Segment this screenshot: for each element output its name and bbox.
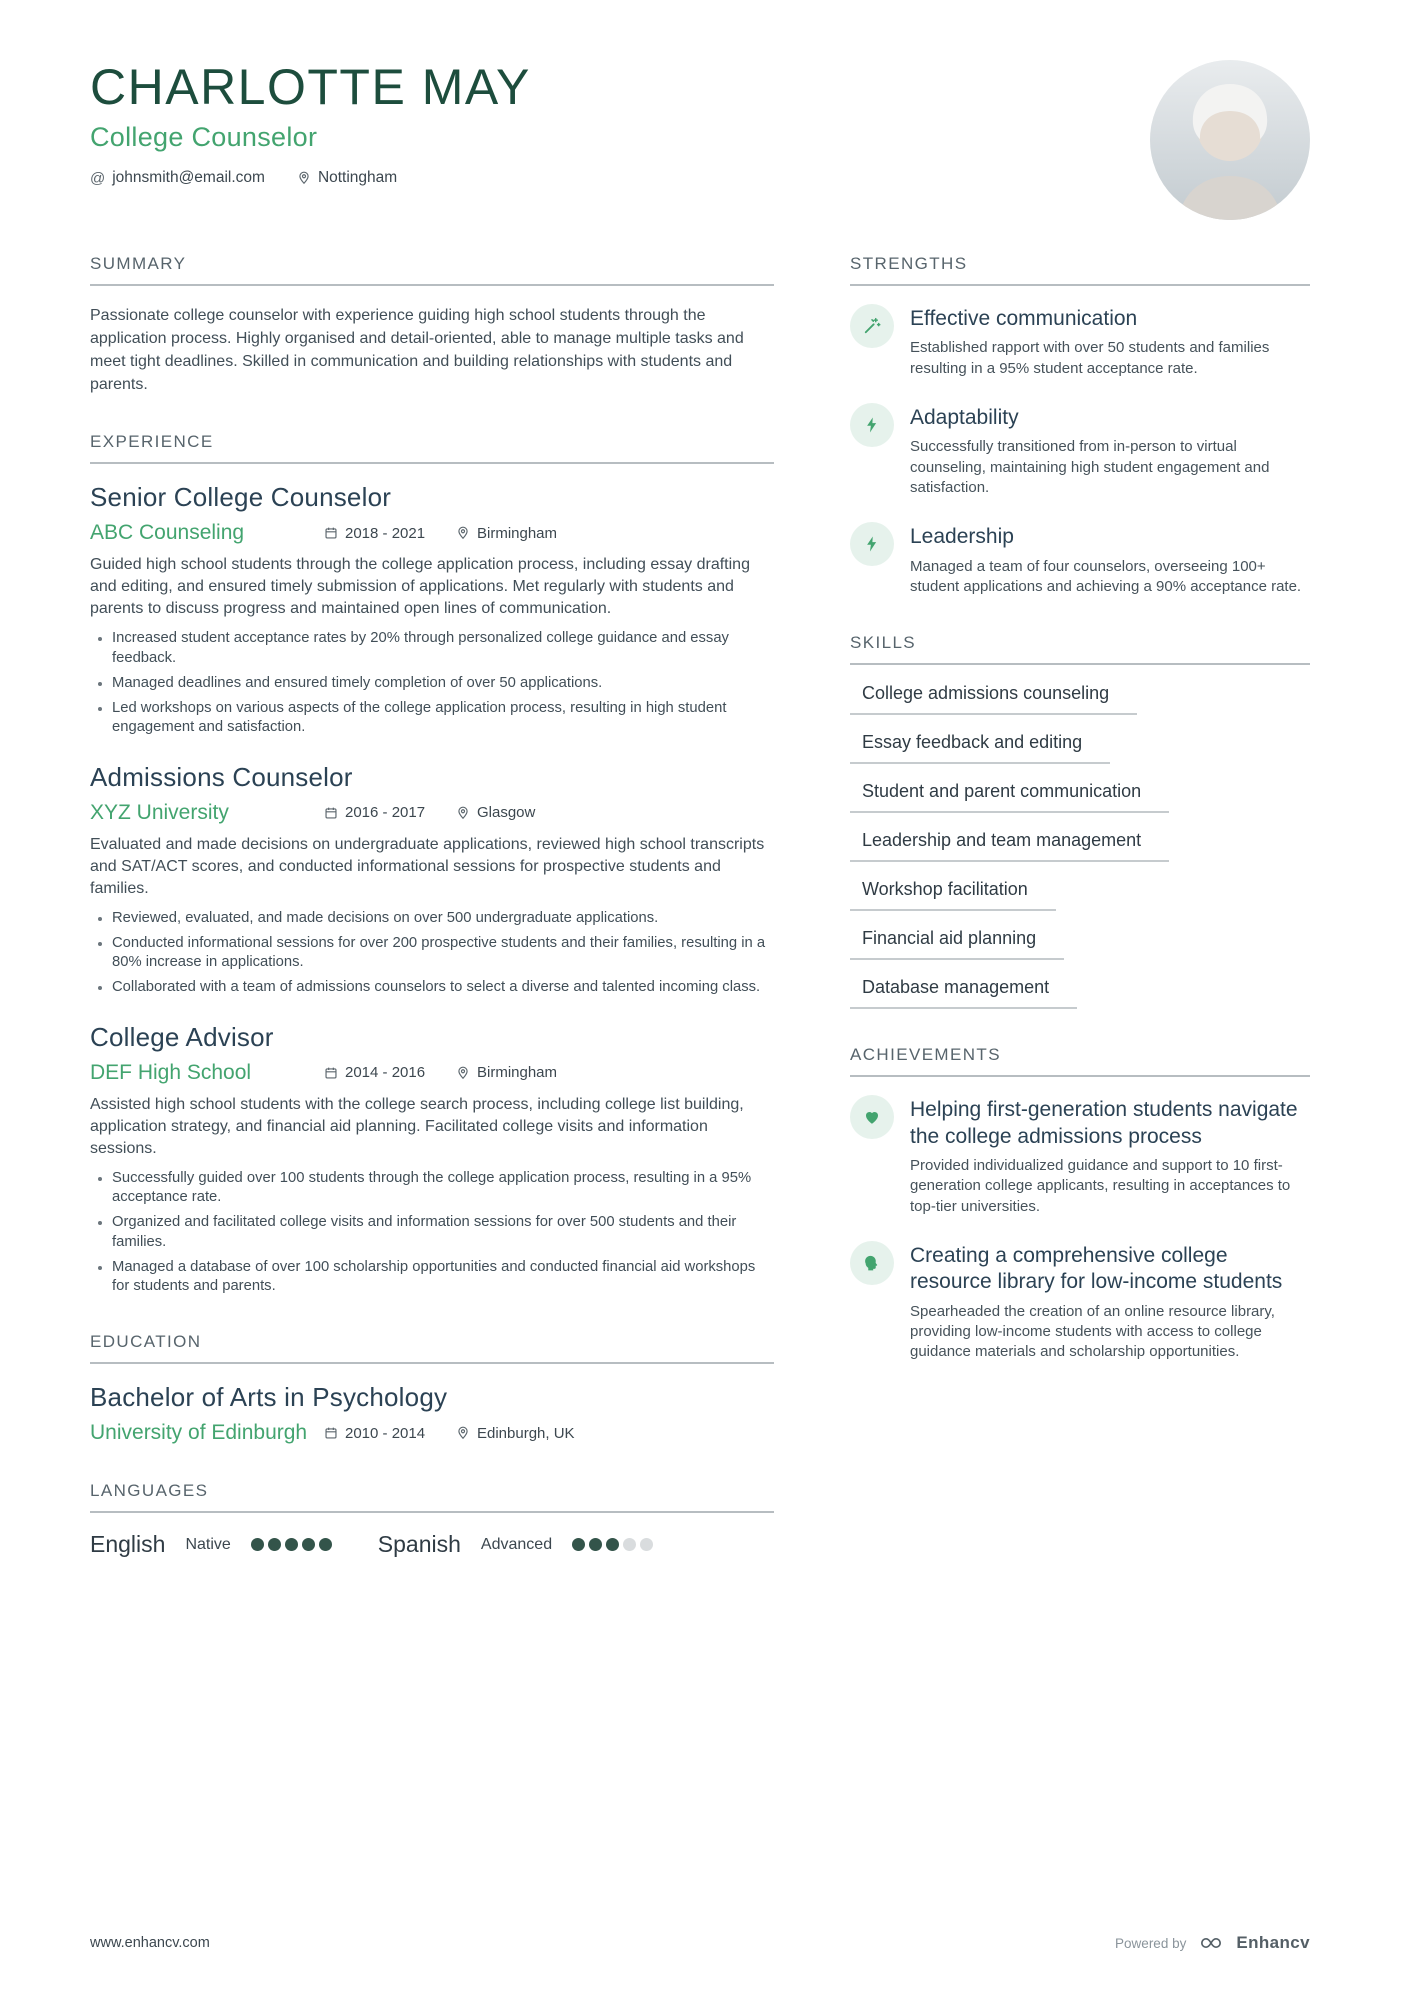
experience-item: [90, 1022, 774, 1297]
powered-by: [1115, 1933, 1310, 1953]
bullet: Reviewed, evaluated, and made decisions on over 500 undergraduate applications.: [90, 909, 774, 928]
job-dates: 2016 - 2017: [324, 804, 456, 821]
proficiency-dot: [572, 1538, 585, 1551]
summary-heading: SUMMARY: [90, 254, 774, 286]
achievement-text: Spearheaded the creation of an online resource library, providing low-income students with access to college guidance materials and scholarship opportunities.: [910, 1302, 1275, 1361]
footer: [90, 1933, 1310, 1953]
calendar-icon: [324, 806, 338, 820]
location-text: Nottingham: [317, 169, 398, 186]
headline: College Counselor: [90, 122, 318, 152]
wand-icon: [850, 304, 894, 348]
achievement-title: Helping first-generation students navigate the college admissions process: [910, 1098, 1298, 1148]
job-bullets: [90, 1169, 774, 1296]
education-section: [90, 1332, 774, 1445]
languages-row: [90, 1531, 774, 1558]
calendar-icon: [324, 1426, 338, 1440]
job-bullets: [90, 629, 774, 737]
strength-title: Effective communication: [910, 307, 1138, 330]
strength-item: [850, 304, 1310, 379]
degree: Bachelor of Arts in Psychology: [90, 1382, 448, 1413]
languages-section: [90, 1481, 774, 1558]
education-item: [90, 1382, 774, 1445]
bullet: Increased student acceptance rates by 20% through personalized college guidance and essay feedback.: [90, 629, 774, 667]
name: CHARLOTTE MAY: [90, 59, 531, 115]
header: [90, 58, 1310, 220]
achievements-section: [850, 1045, 1310, 1362]
job-meta: [90, 521, 774, 545]
company: ABC Counseling: [90, 521, 245, 545]
achievements-heading: ACHIEVEMENTS: [850, 1045, 1310, 1077]
proficiency-dot: [268, 1538, 281, 1551]
avatar: [1150, 60, 1310, 220]
language-item: [378, 1531, 653, 1558]
job-description: Guided high school students through the college application process, including essay drafting and editing, and ensured timely submission of applications. Met regularly with students and parents to discuss progress and maintained open lines of communication.: [90, 556, 750, 618]
proficiency-dot: [623, 1538, 636, 1551]
proficiency-dot: [285, 1538, 298, 1551]
brand-name: Enhancv: [1236, 1933, 1310, 1952]
job-dates: 2018 - 2021: [324, 525, 456, 542]
sidebar: [850, 254, 1310, 1594]
skill-item: Essay feedback and editing: [850, 732, 1110, 764]
summary-section: [90, 254, 774, 396]
pin-icon: [456, 806, 470, 820]
company: XYZ University: [90, 800, 229, 824]
location: [297, 169, 397, 187]
header-identity: [90, 58, 531, 187]
skills-section: [850, 633, 1310, 1009]
job-meta: [90, 1061, 774, 1085]
achievement-body: [910, 1241, 1310, 1363]
job-location: Birmingham: [456, 1064, 626, 1081]
skills-heading: SKILLS: [850, 633, 1310, 665]
pin-icon: [456, 1426, 470, 1440]
bullet: Organized and facilitated college visits and information sessions for over 500 students and their families.: [90, 1213, 774, 1251]
strength-text: Managed a team of four counselors, overseeing 100+ student applications and achieving a 90% acceptance rate.: [910, 557, 1302, 596]
strength-title: Adaptability: [910, 406, 1019, 430]
job-title: Senior College Counselor: [90, 482, 392, 513]
strength-body: [910, 403, 1310, 498]
experience-item: [90, 762, 774, 998]
calendar-icon: [324, 526, 338, 540]
achievement-title: Creating a comprehensive college resource library for low-income students: [910, 1244, 1283, 1294]
language-proficiency-dots: [572, 1538, 653, 1551]
achievement-text: Provided individualized guidance and support to 10 first-generation college applicants, resulting in acceptances to top-tier universities.: [910, 1156, 1291, 1215]
idea-icon: [850, 1241, 894, 1285]
skill-item: Leadership and team management: [850, 830, 1169, 862]
bullet: Conducted informational sessions for over 200 prospective students and their families, resulting in a 80% increase in applications.: [90, 934, 774, 972]
job-dates: 2014 - 2016: [324, 1064, 456, 1081]
education-location: Edinburgh, UK: [456, 1425, 626, 1442]
language-name: Spanish: [377, 1531, 461, 1558]
job-description: Evaluated and made decisions on undergraduate applications, reviewed high school transcripts and SAT/ACT scores, and conducted informational sessions for prospective students and families.: [90, 835, 765, 897]
strength-item: [850, 403, 1310, 498]
experience-section: [90, 432, 774, 1296]
pin-icon: [456, 1066, 470, 1080]
at-icon: @: [90, 169, 106, 187]
language-name: English: [90, 1531, 166, 1558]
bullet: Collaborated with a team of admissions counselors to select a diverse and talented incoming class.: [90, 978, 774, 997]
email[interactable]: [90, 169, 265, 187]
languages-heading: LANGUAGES: [90, 1481, 774, 1513]
job-location: Glasgow: [456, 804, 626, 821]
skill-item: Database management: [850, 977, 1077, 1009]
bolt-icon: [850, 403, 894, 447]
achievement-item: [850, 1241, 1310, 1363]
language-level: Native: [185, 1535, 231, 1553]
summary-text: Passionate college counselor with experience guiding high school students through the application process. Highly organised and detail-oriented, able to manage multiple tasks and meet tight deadlines. Skilled in communication and building relationships with students and parents.: [90, 307, 744, 394]
achievement-item: [850, 1095, 1310, 1217]
columns: [90, 254, 1310, 1594]
job-description: Assisted high school students with the college search process, including college list building, application strategy, and financial aid planning. Facilitated college visits and information sessions.: [90, 1095, 744, 1157]
achievement-body: [910, 1095, 1310, 1217]
skill-item: Financial aid planning: [850, 928, 1064, 960]
strength-title: Leadership: [910, 525, 1014, 549]
heart-icon: [850, 1095, 894, 1139]
job-bullets: [90, 909, 774, 998]
job-meta: [90, 801, 774, 825]
strength-text: Established rapport with over 50 students and families resulting in a 95% student acceptance rate.: [910, 339, 1270, 377]
strengths-heading: STRENGTHS: [850, 254, 1310, 286]
education-meta: [90, 1421, 774, 1445]
proficiency-dot: [589, 1538, 602, 1551]
bullet: Managed a database of over 100 scholarship opportunities and conducted financial aid workshops for students and parents.: [90, 1258, 774, 1296]
company: DEF High School: [90, 1060, 252, 1084]
powered-by-label: Powered by: [1115, 1935, 1187, 1951]
skill-item: College admissions counseling: [850, 683, 1137, 715]
strength-body: [910, 304, 1310, 379]
job-location: Birmingham: [456, 525, 626, 542]
school: University of Edinburgh: [90, 1421, 308, 1445]
strengths-section: [850, 254, 1310, 597]
main-column: [90, 254, 774, 1594]
pin-icon: [456, 526, 470, 540]
enhancv-logo-icon: [1196, 1933, 1226, 1953]
experience-heading: EXPERIENCE: [90, 432, 774, 464]
skill-item: Workshop facilitation: [850, 879, 1056, 911]
proficiency-dot: [319, 1538, 332, 1551]
experience-item: [90, 482, 774, 737]
bullet: Successfully guided over 100 students through the college application process, resulting in a 95% acceptance rate.: [90, 1169, 774, 1207]
strength-text: Successfully transitioned from in-person to virtual counseling, maintaining high student engagement and satisfaction.: [910, 438, 1270, 497]
language-item: [90, 1531, 332, 1558]
proficiency-dot: [302, 1538, 315, 1551]
job-title: College Advisor: [90, 1021, 274, 1052]
proficiency-dot: [640, 1538, 653, 1551]
proficiency-dot: [606, 1538, 619, 1551]
website-link[interactable]: www.enhancv.com: [90, 1935, 210, 1951]
bullet: Led workshops on various aspects of the college application process, resulting in high student engagement and satisfaction.: [90, 699, 774, 737]
proficiency-dot: [251, 1538, 264, 1551]
language-level: Advanced: [480, 1535, 553, 1553]
bolt-icon: [850, 522, 894, 566]
job-title: Admissions Counselor: [90, 761, 353, 792]
strength-body: [910, 522, 1310, 597]
strength-item: [850, 522, 1310, 597]
calendar-icon: [324, 1066, 338, 1080]
education-dates: 2010 - 2014: [324, 1425, 456, 1442]
skill-item: Student and parent communication: [850, 781, 1169, 813]
language-proficiency-dots: [251, 1538, 332, 1551]
bullet: Managed deadlines and ensured timely completion of over 50 applications.: [90, 674, 774, 693]
pin-icon: [297, 171, 311, 185]
email-text: johnsmith@email.com: [112, 169, 265, 186]
education-heading: EDUCATION: [90, 1332, 774, 1364]
contact-row: [90, 169, 531, 187]
